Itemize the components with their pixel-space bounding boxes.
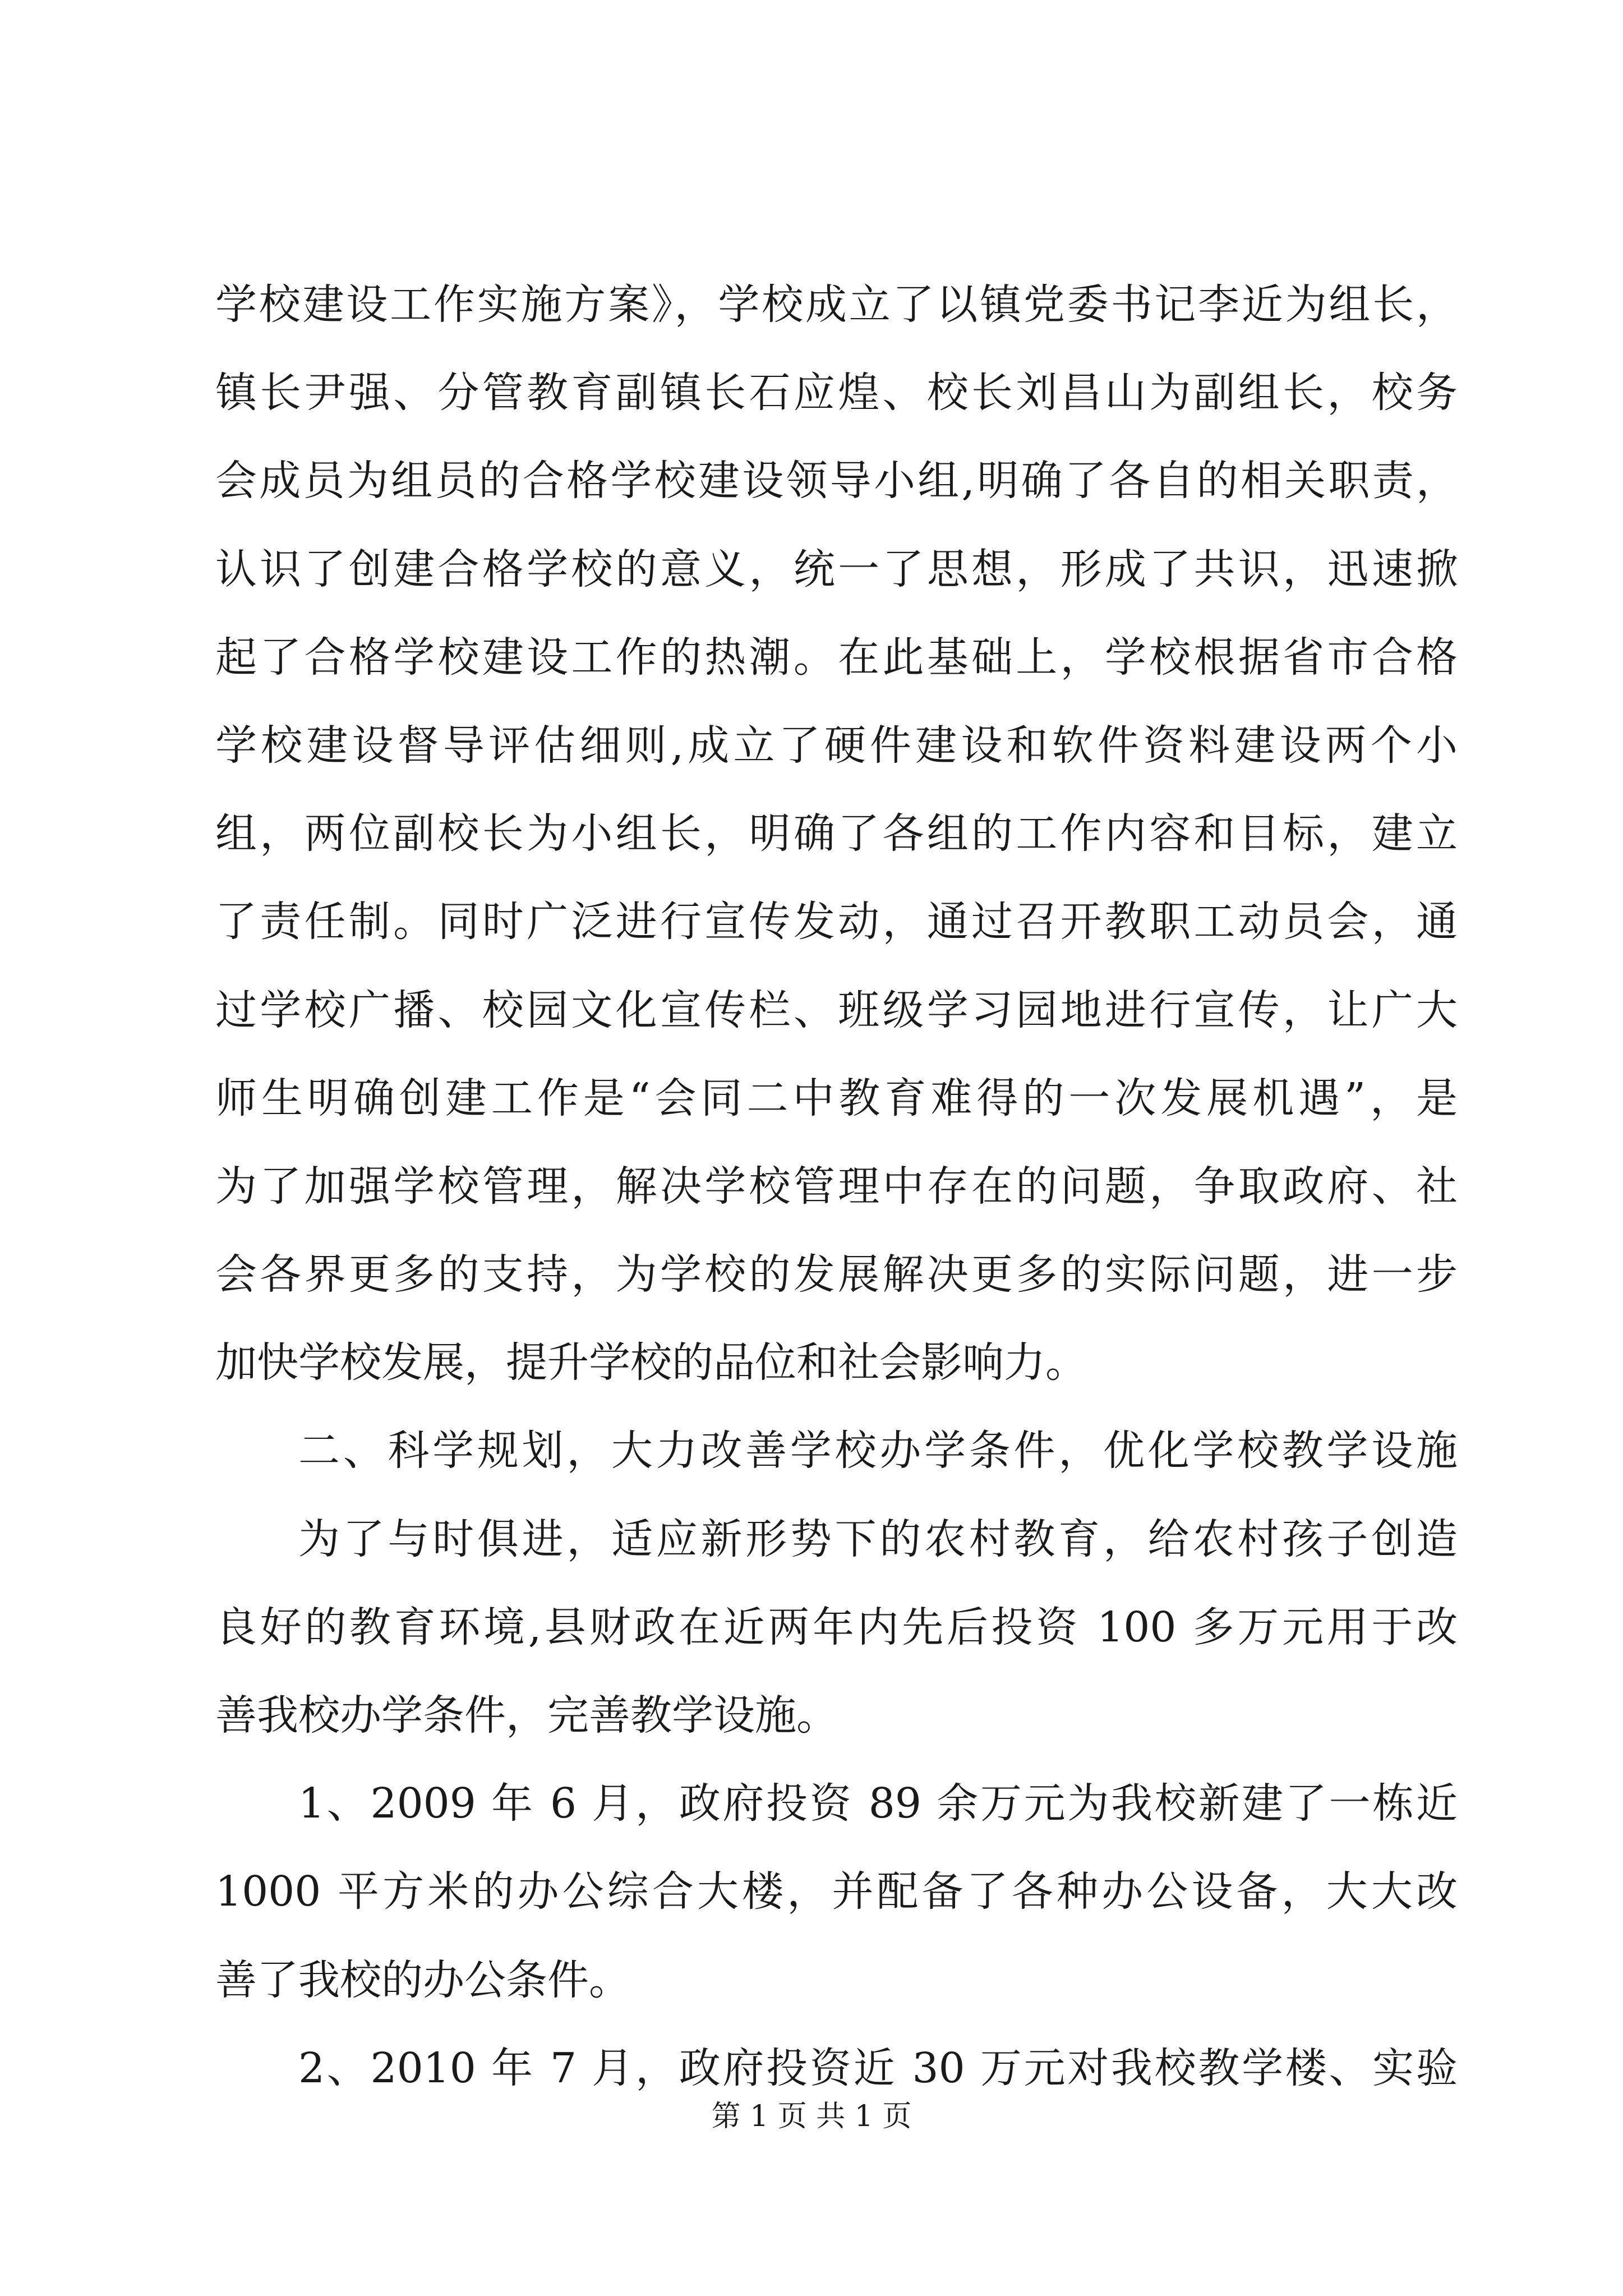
text-line: 为了与时俱进，适应新形势下的农村教育，给农村孩子创造 (298, 1515, 1458, 1563)
text-line: 学校建设工作实施方案》，学校成立了以镇党委书记李近为组长， (215, 280, 1458, 329)
document-body (215, 261, 1458, 2113)
text-line: 组，两位副校长为小组长，明确了各组的工作内容和目标，建立 (215, 809, 1458, 858)
text-line: 过学校广播、校园文化宣传栏、班级学习园地进行宣传，让广大 (215, 986, 1458, 1034)
text-line: 2、2010 年 7 月，政府投资近 30 万元对我校教学楼、实验 (298, 2044, 1458, 2092)
text-line: 镇长尹强、分管教育副镇长石应煌、校长刘昌山为副组长，校务 (215, 369, 1458, 417)
text-line: 加快学校发展，提升学校的品位和社会影响力。 (215, 1338, 1087, 1387)
text-line: 二、科学规划，大力改善学校办学条件，优化学校教学设施 (298, 1427, 1458, 1475)
text-line: 善我校办学条件，完善教学设施。 (215, 1691, 838, 1740)
text-line: 了责任制。同时广泛进行宣传发动，通过召开教职工动员会，通 (215, 898, 1458, 946)
text-line: 认识了创建合格学校的意义，统一了思想，形成了共识，迅速掀 (215, 545, 1458, 593)
text-line: 起了合格学校建设工作的热潮。在此基础上，学校根据省市合格 (215, 633, 1458, 682)
page-footer: 第 1 页 共 1 页 (711, 2100, 912, 2133)
text-line: 1、2009 年 6 月，政府投资 89 余万元为我校新建了一栋近 (298, 1779, 1458, 1828)
text-line: 良好的教育环境,县财政在近两年内先后投资 100 多万元用于改 (215, 1603, 1458, 1651)
text-line: 1000 平方米的办公综合大楼，并配备了各种办公设备，大大改 (215, 1867, 1458, 1916)
text-line: 为了加强学校管理，解决学校管理中存在的问题，争取政府、社 (215, 1162, 1458, 1211)
text-line: 学校建设督导评估细则,成立了硬件建设和软件资料建设两个小 (215, 721, 1458, 770)
text-line: 会各界更多的支持，为学校的发展解决更多的实际问题，进一步 (215, 1250, 1458, 1299)
text-line: 会成员为组员的合格学校建设领导小组,明确了各自的相关职责， (215, 457, 1458, 505)
text-line: 师生明确创建工作是“会同二中教育难得的一次发展机遇”，是 (215, 1074, 1458, 1122)
text-line: 善了我校的办公条件。 (215, 1955, 630, 2004)
